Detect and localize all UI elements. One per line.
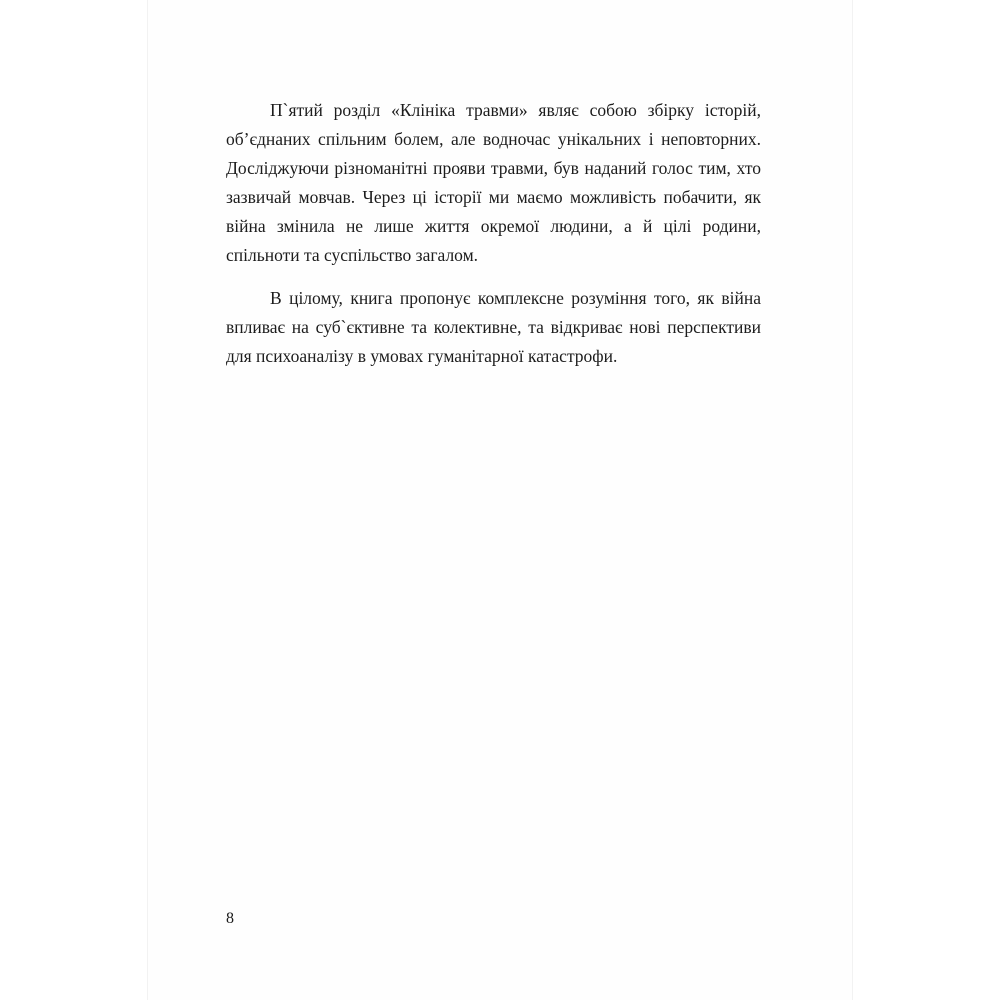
book-page: [148, 0, 852, 1000]
page-text-body: [226, 96, 761, 371]
paragraph-1: П`ятий розділ «Клініка травми» являє собою збірку історій, об’єднаних спільним болем, але водночас унікальних і неповторних. Досліджуючи різноманітні прояви травми, був наданий голос тим, хто зазвичай мовчав. Через ці історії ми маємо можливість побачити, як війна змінила не лише життя окремої людини, а й цілі родини, спільноти та суспільство загалом.: [226, 100, 761, 265]
page-number: 8: [226, 910, 234, 927]
paragraph-2: В цілому, книга пропонує комплексне розуміння того, як війна впливає на суб`єктивне та колективне, та відкриває нові перспективи для психоаналізу в умовах гуманітарної катастрофи.: [226, 288, 761, 366]
page-left-margin: [0, 0, 148, 1000]
page-right-margin: [852, 0, 1000, 1000]
